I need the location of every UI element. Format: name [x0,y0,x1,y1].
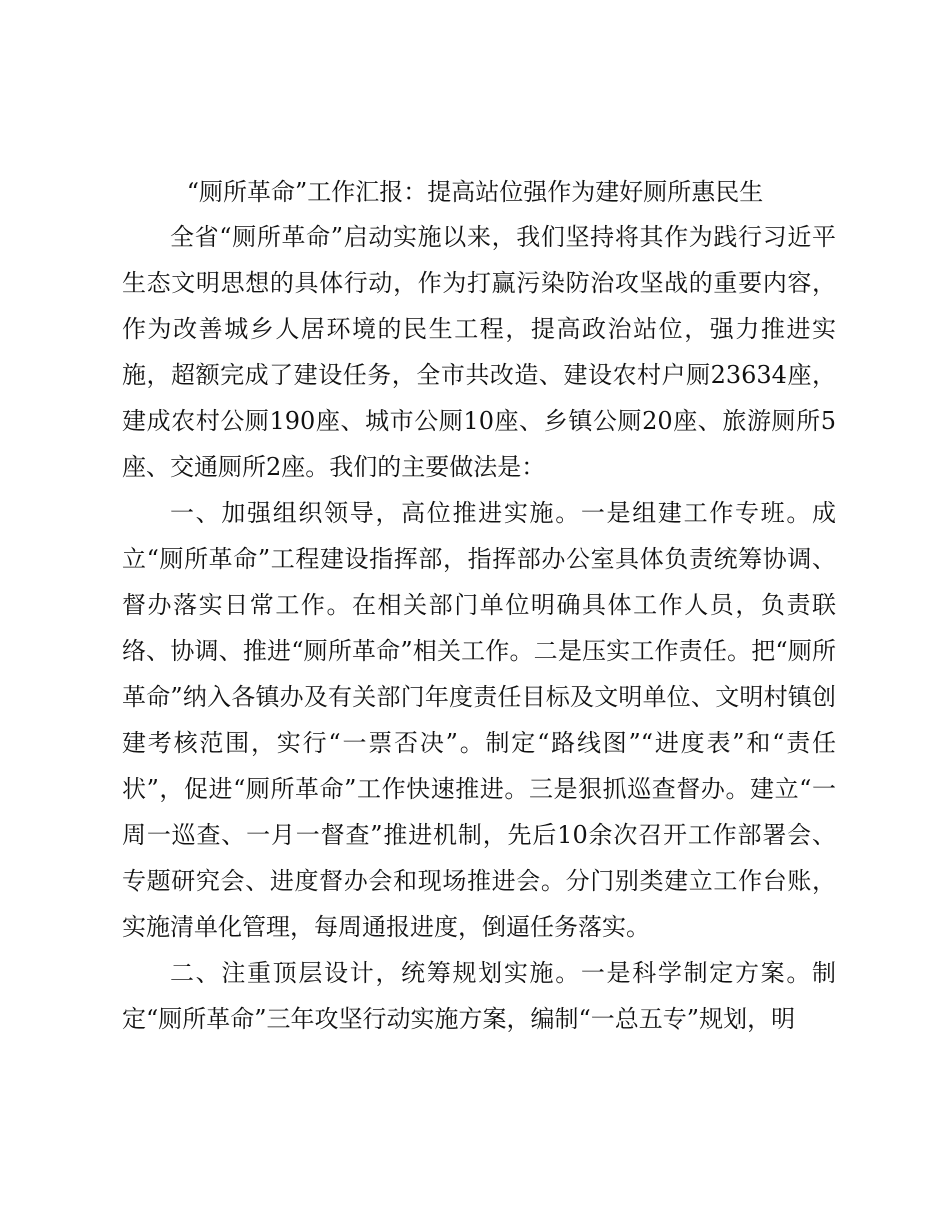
paragraph-intro: 全省“厕所革命”启动实施以来，我们坚持将其作为践行习近平生态文明思想的具体行动，作为打赢污染防治攻坚战的重要内容，作为改善城乡人居环境的民生工程，提高政治站位，强力推进实施，超额完成了建设任务，全市共改造、建设农村户厕23634座，建成农村公厕190座、城市公厕10座、乡镇公厕20座、旅游厕所5座、交通厕所2座。我们的主要做法是： [122,223,836,481]
paragraph-section-1: 一、加强组织领导，高位推进实施。一是组建工作专班。成立“厕所革命”工程建设指挥部，指挥部办公室具体负责统筹协调、督办落实日常工作。在相关部门单位明确具体工作人员，负责联络、协调、推进“厕所革命”相关工作。二是压实工作责任。把“厕所革命”纳入各镇办及有关部门年度责任目标及文明单位、文明村镇创建考核范围，实行“一票否决”。制定“路线图”“进度表”和“责任状”，促进“厕所革命”工作快速推进。三是狠抓巡查督办。建立“一周一巡查、一月一督查”推进机制，先后10余次召开工作部署会、专题研究会、进度督办会和现场推进会。分门别类建立工作台账，实施清单化管理，每周通报进度，倒逼任务落实。 [122,499,836,941]
paragraph-section-2: 二、注重顶层设计，统筹规划实施。一是科学制定方案。制定“厕所革命”三年攻坚行动实施方案，编制“一总五专”规划，明 [122,959,836,1033]
document-title: “厕所革命”工作汇报：提高站位强作为建好厕所惠民生 [186,178,764,206]
document-body [122,214,836,1042]
